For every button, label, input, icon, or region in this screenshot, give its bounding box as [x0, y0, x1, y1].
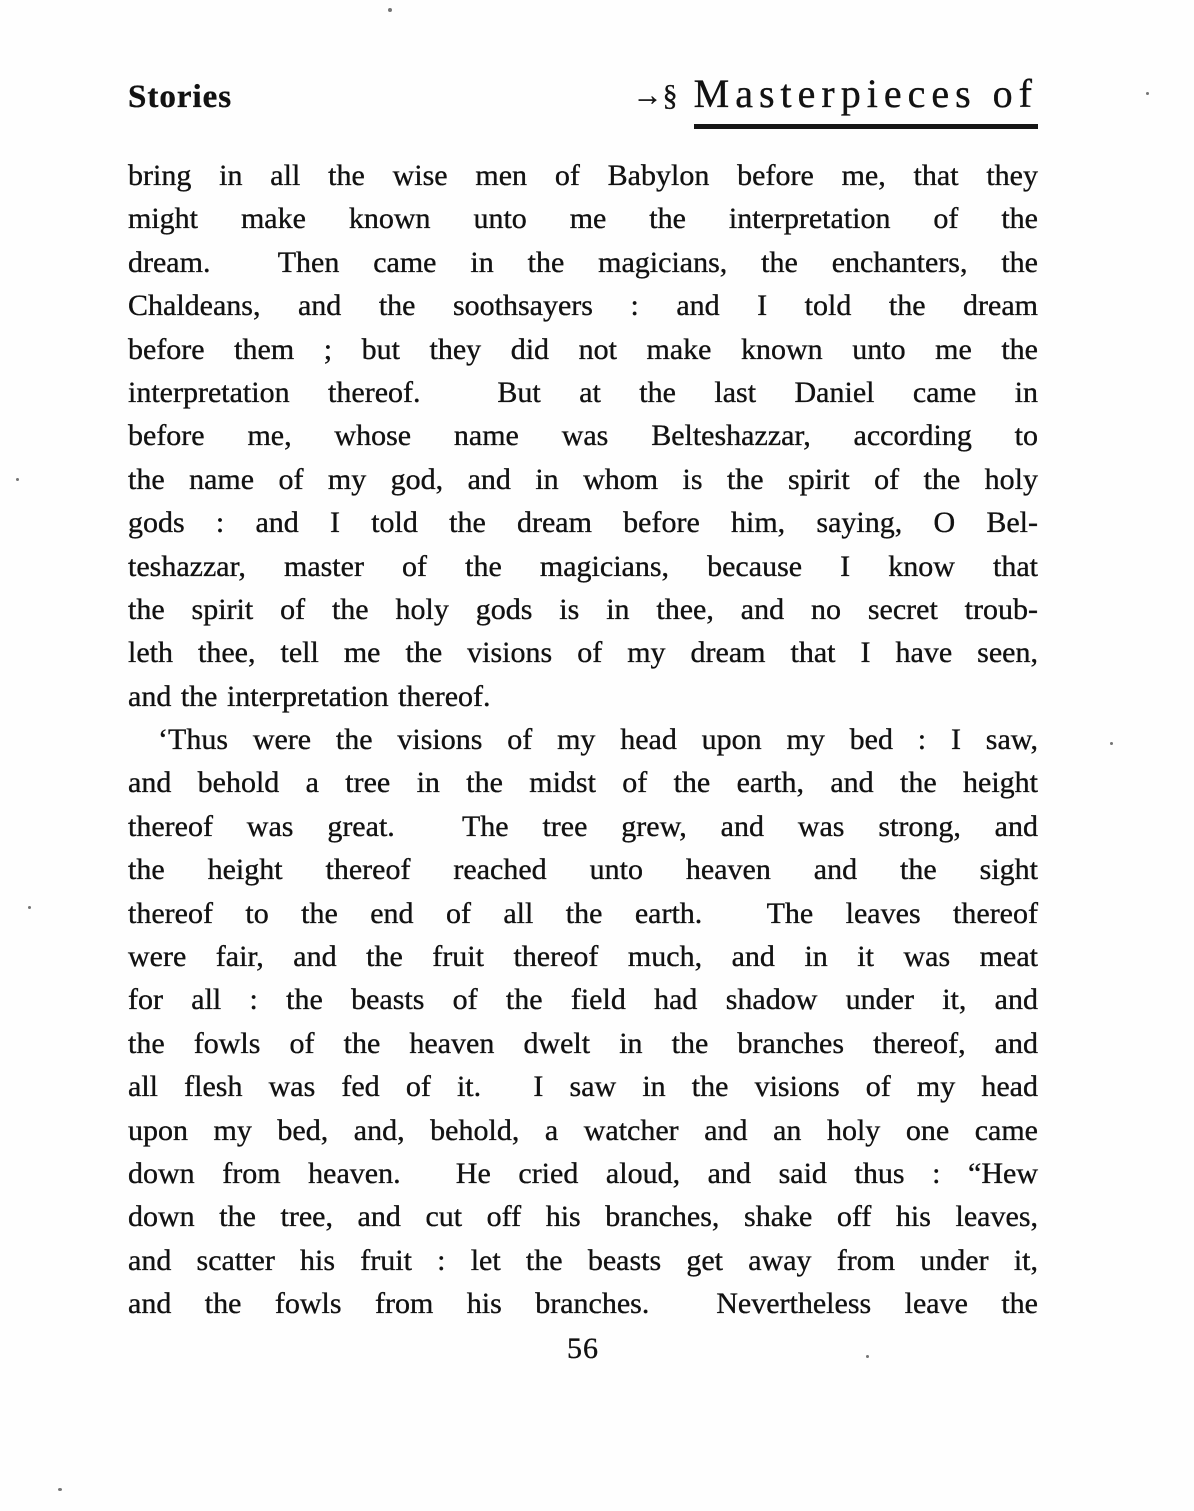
- scan-speck: [866, 1355, 869, 1358]
- text-line: the height thereof reached unto heaven and the sight: [128, 853, 1038, 887]
- fleuron-icon: →§: [632, 79, 678, 112]
- text-line: gods : and I told the dream before him, saying, O Bel-: [128, 506, 1038, 540]
- text-line: Chaldeans, and the soothsayers : and I told the dream: [128, 289, 1038, 323]
- scan-speck: [1110, 742, 1113, 745]
- scan-speck: [16, 478, 19, 481]
- text-line: interpretation thereof. But at the last Daniel came in: [128, 375, 1038, 409]
- text-line: before me, whose name was Belteshazzar, according to: [128, 419, 1038, 453]
- page-body: [128, 154, 1038, 1326]
- text-line: all flesh was fed of it. I saw in the visions of my head: [128, 1070, 1038, 1104]
- text-line: for all : the beasts of the field had shadow under it, and: [128, 983, 1038, 1017]
- text-line: leth thee, tell me the visions of my dream that I have seen,: [128, 636, 1038, 670]
- text-line: dream. Then came in the magicians, the enchanters, the: [128, 245, 1038, 279]
- text-line: the name of my god, and in whom is the spirit of the holy: [128, 462, 1038, 496]
- paragraph: [128, 718, 1038, 1325]
- scan-speck: [58, 1488, 62, 1491]
- text-line: thereof was great. The tree grew, and was strong, and: [128, 809, 1038, 843]
- text-line: ‘Thus were the visions of my head upon my bed : I saw,: [158, 723, 1038, 757]
- page-number: 56: [567, 1331, 599, 1365]
- page-content: [128, 70, 1038, 1366]
- running-title-right-group: [633, 70, 1038, 129]
- paragraph: [128, 154, 1038, 718]
- page-header: [128, 70, 1038, 129]
- text-line: down the tree, and cut off his branches, shake off his leaves,: [128, 1200, 1038, 1234]
- running-title-right: Masterpieces of: [694, 70, 1038, 129]
- text-line: upon my bed, and, behold, a watcher and an holy one came: [128, 1113, 1038, 1147]
- text-line: thereof to the end of all the earth. The leaves thereof: [128, 896, 1038, 930]
- text-line: and behold a tree in the midst of the earth, and the height: [128, 766, 1038, 800]
- text-line: down from heaven. He cried aloud, and said thus : “Hew: [128, 1156, 1038, 1190]
- text-line: and the fowls from his branches. Nevertheless leave the: [128, 1287, 1038, 1321]
- text-line: were fair, and the fruit thereof much, and in it was meat: [128, 940, 1038, 974]
- text-line: might make known unto me the interpretation of the: [128, 202, 1038, 236]
- text-line: bring in all the wise men of Babylon before me, that they: [128, 159, 1038, 192]
- text-line: before them ; but they did not make known unto me the: [128, 332, 1038, 366]
- scan-speck: [388, 8, 392, 12]
- text-line: the spirit of the holy gods is in thee, and no secret troub-: [128, 592, 1038, 626]
- scan-speck: [28, 906, 31, 909]
- running-title-left: Stories: [128, 79, 233, 115]
- text-line: and scatter his fruit : let the beasts get away from under it,: [128, 1243, 1038, 1277]
- scan-speck: [1146, 92, 1149, 95]
- text-line: the fowls of the heaven dwelt in the branches thereof, and: [128, 1026, 1038, 1060]
- text-line: teshazzar, master of the magicians, because I know that: [128, 549, 1038, 583]
- text-line: and the interpretation thereof.: [128, 679, 491, 713]
